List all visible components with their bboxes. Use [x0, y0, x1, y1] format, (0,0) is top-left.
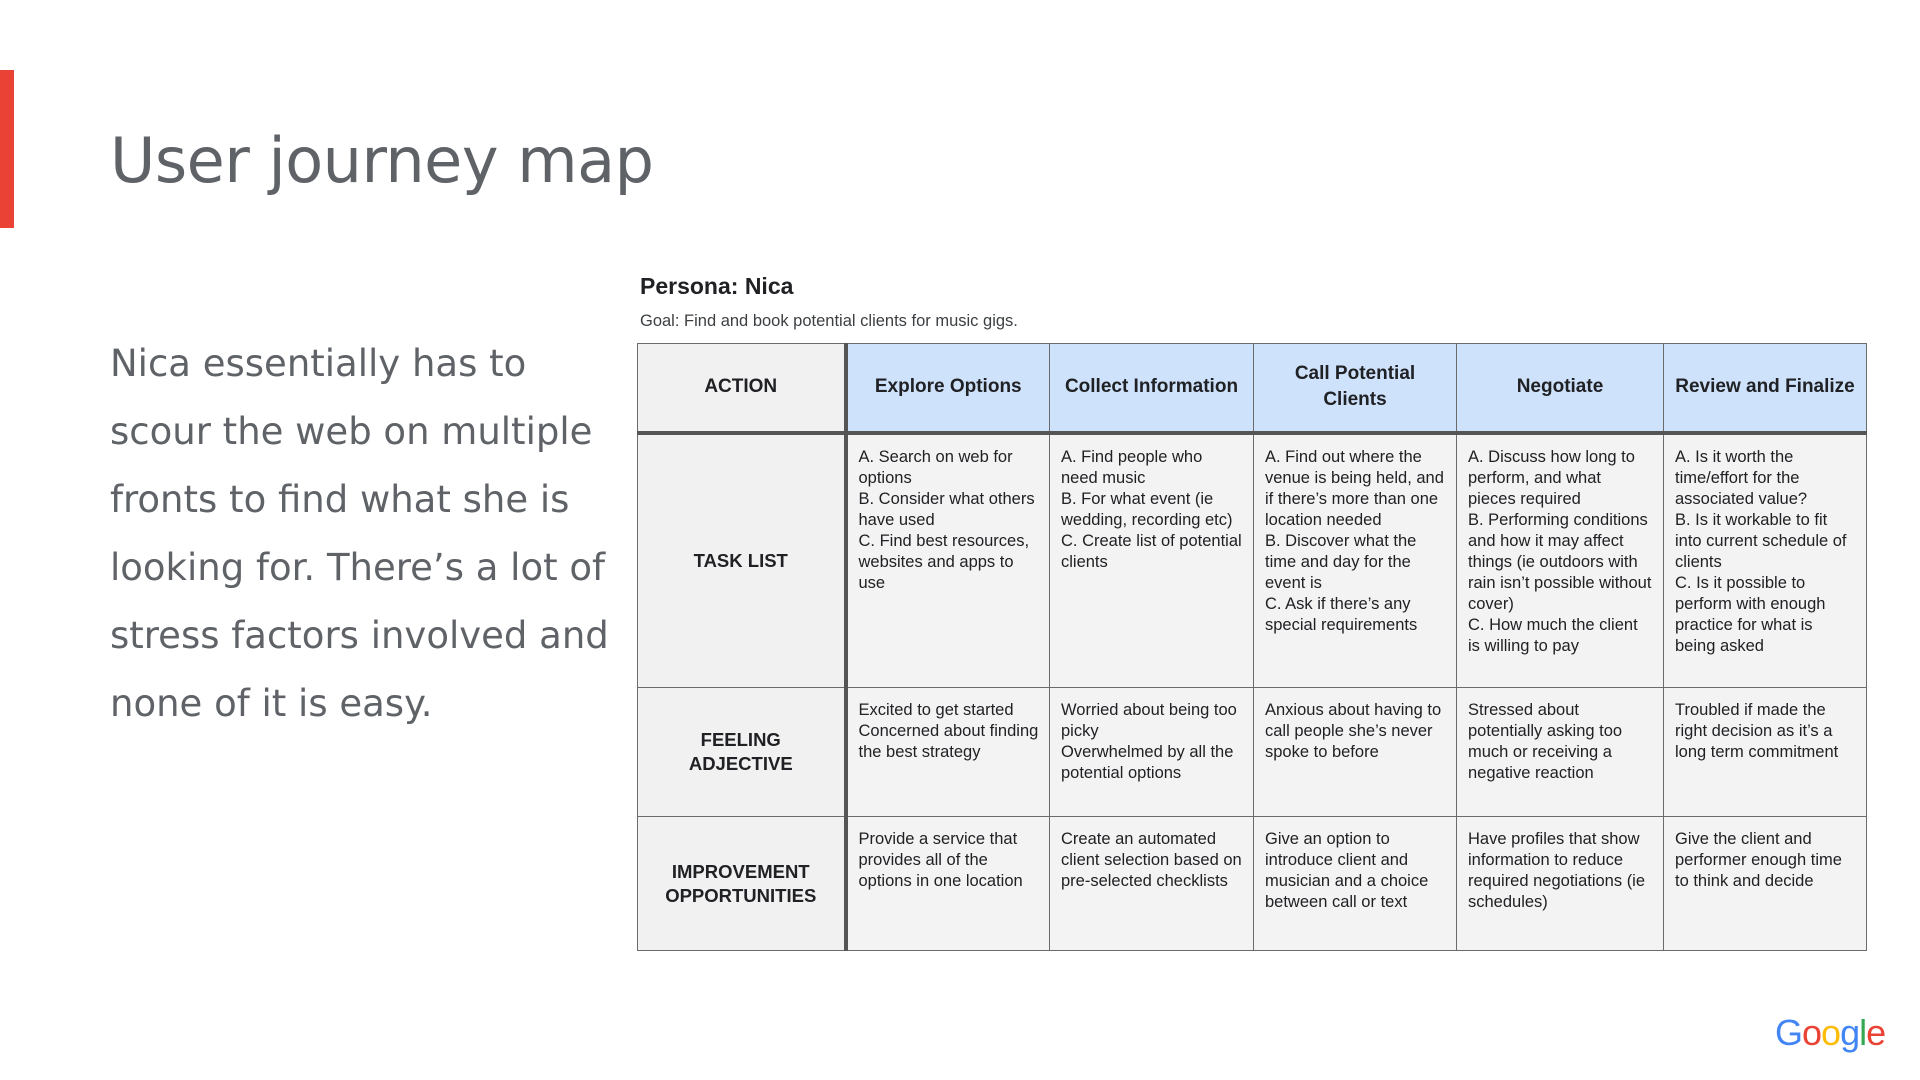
table-row-improvement-opportunities: [638, 817, 1867, 951]
slide-body-text: Nica essentially has to scour the web on multiple fronts to find what she is looking for. There’s a lot of stress factors involved and none of it is easy.: [110, 342, 609, 725]
slide-title: User journey map: [110, 124, 654, 197]
table-row-task-list: [638, 433, 1867, 688]
google-logo: [1775, 1012, 1885, 1054]
persona-header: [640, 273, 1018, 331]
table-cell: A. Search on web for options B. Consider what others have used C. Find best resources, websites and apps to use: [846, 433, 1050, 688]
logo-letter: l: [1859, 1012, 1867, 1053]
user-journey-table: [637, 343, 1867, 951]
table-cell: Have profiles that show information to reduce required negotiations (ie schedules): [1457, 817, 1664, 951]
table-cell: A. Discuss how long to perform, and what pieces required B. Performing conditions and how it may affect things (ie outdoors with rain isn’t possible without cover) C. How much the client is willing to pay: [1457, 433, 1664, 688]
table-cell: Anxious about having to call people she’s never spoke to before: [1254, 688, 1457, 817]
column-header: Review and Finalize: [1664, 344, 1867, 433]
table-cell: Provide a service that provides all of the options in one location: [846, 817, 1050, 951]
table-row-feeling-adjective: [638, 688, 1867, 817]
table-cell: Give the client and performer enough time to think and decide: [1664, 817, 1867, 951]
table-cell: Worried about being too picky Overwhelmed by all the potential options: [1050, 688, 1254, 817]
row-header: TASK LIST: [638, 433, 846, 688]
table-cell: A. Find out where the venue is being held, and if there’s more than one location needed B. Discover what the time and day for the event is C. Ask if there’s any special requirements: [1254, 433, 1457, 688]
table-cell: Troubled if made the right decision as it’s a long term commitment: [1664, 688, 1867, 817]
column-header: Collect Information: [1050, 344, 1254, 433]
table-cell: Stressed about potentially asking too much or receiving a negative reaction: [1457, 688, 1664, 817]
table-cell: Give an option to introduce client and musician and a choice between call or text: [1254, 817, 1457, 951]
row-header: IMPROVEMENT OPPORTUNITIES: [638, 817, 846, 951]
logo-letter: o: [1821, 1012, 1841, 1053]
table-corner-label: ACTION: [638, 344, 846, 433]
persona-name: Persona: Nica: [640, 273, 794, 299]
table-cell: Excited to get started Concerned about finding the best strategy: [846, 688, 1050, 817]
table-cell: A. Find people who need music B. For what event (ie wedding, recording etc) C. Create list of potential clients: [1050, 433, 1254, 688]
table-cell: A. Is it worth the time/effort for the associated value? B. Is it workable to fit into current schedule of clients C. Is it possible to perform with enough practice for what is being asked: [1664, 433, 1867, 688]
column-header: Call Potential Clients: [1254, 344, 1457, 433]
column-header: Explore Options: [846, 344, 1050, 433]
column-header: Negotiate: [1457, 344, 1664, 433]
table-header-row: [638, 344, 1867, 433]
logo-letter: G: [1775, 1012, 1803, 1053]
row-header: FEELING ADJECTIVE: [638, 688, 846, 817]
table-cell: Create an automated client selection based on pre-selected checklists: [1050, 817, 1254, 951]
logo-letter: e: [1866, 1012, 1886, 1053]
persona-goal: Goal: Find and book potential clients for music gigs.: [640, 312, 1018, 330]
logo-letter: o: [1802, 1012, 1822, 1053]
accent-bar: [0, 70, 14, 228]
logo-letter: g: [1840, 1012, 1860, 1053]
